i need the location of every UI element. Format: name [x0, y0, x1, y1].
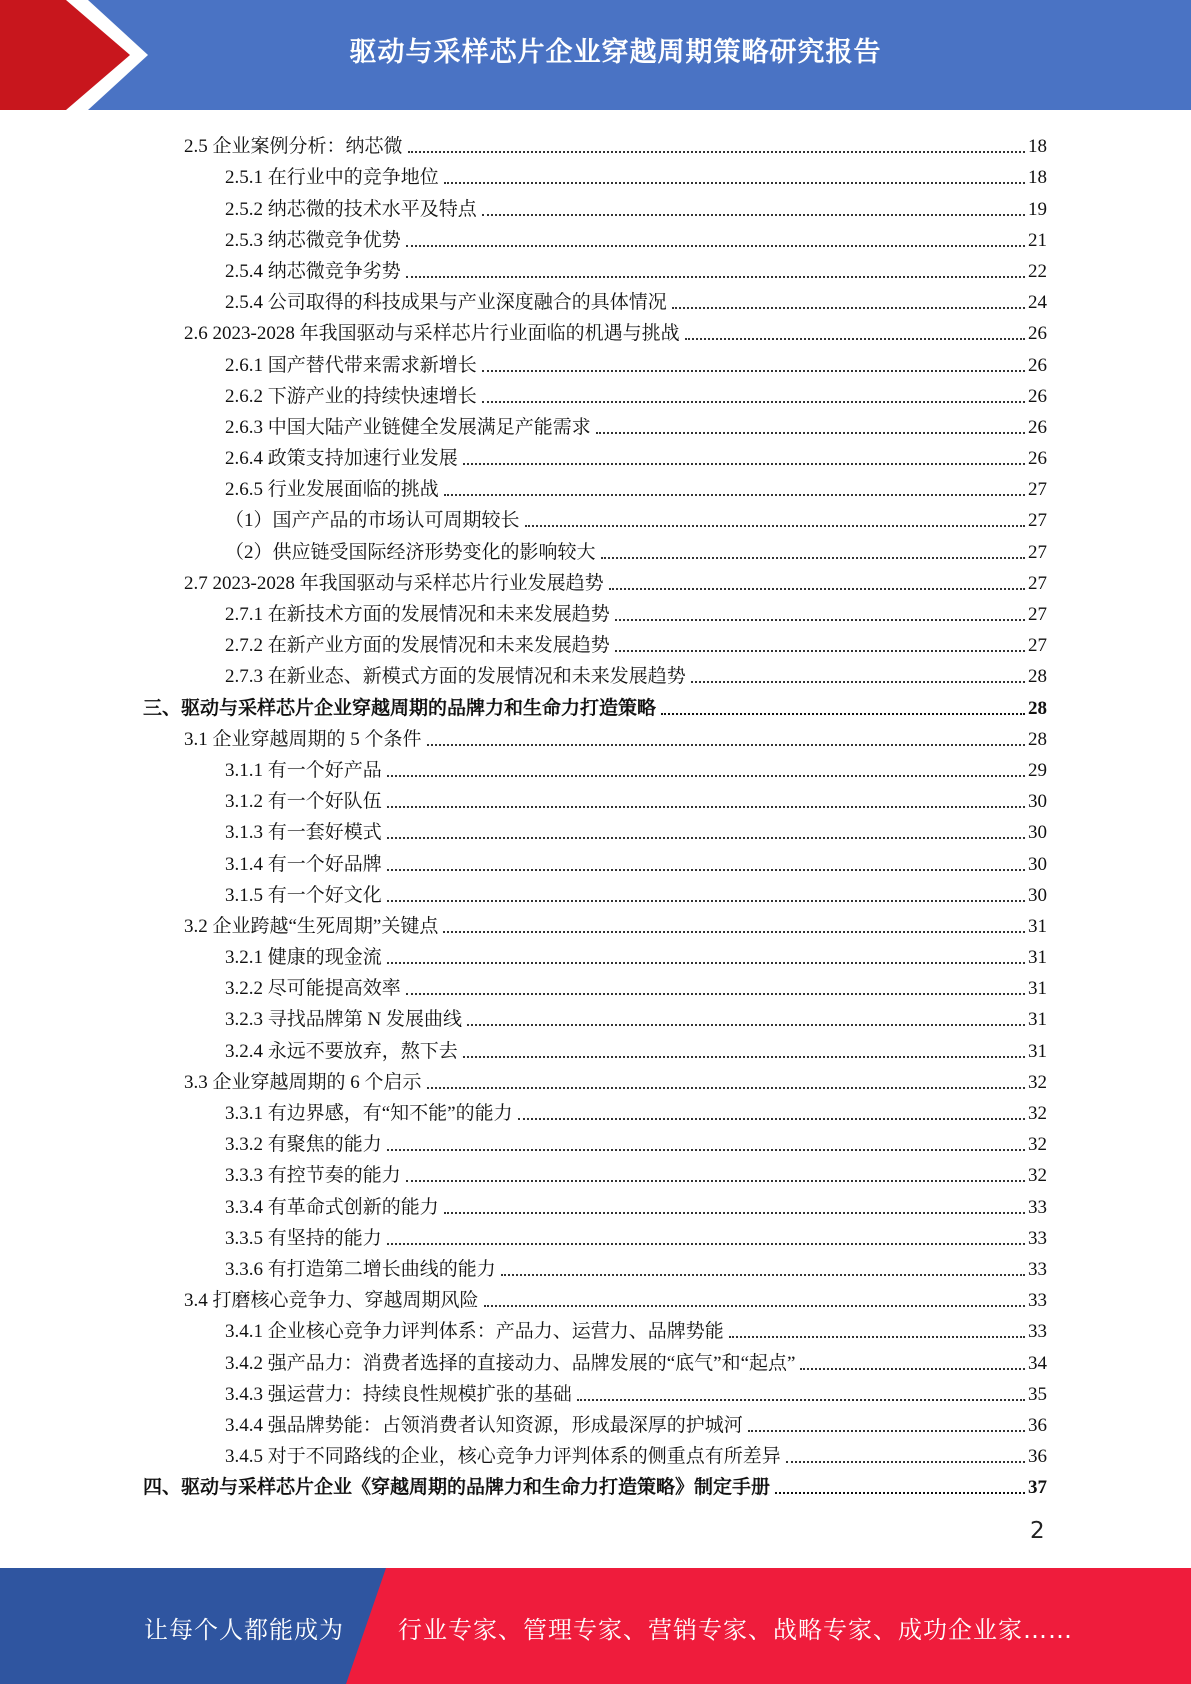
- toc-entry-label: 3.4.1 企业核心竞争力评判体系：产品力、运营力、品牌势能: [225, 1321, 724, 1343]
- toc-entry-page: 36: [1028, 1446, 1047, 1468]
- toc-dot-leader: [609, 588, 1025, 590]
- toc-entry-page: 19: [1028, 198, 1047, 220]
- toc-dot-leader: [406, 993, 1025, 995]
- report-title: 驱动与采样芯片企业穿越周期策略研究报告: [349, 37, 882, 68]
- toc-entry-label: 2.6.1 国产替代带来需求新增长: [225, 354, 477, 376]
- toc-entry-page: 26: [1028, 448, 1047, 470]
- toc-dot-leader: [615, 619, 1025, 621]
- toc-dot-leader: [601, 557, 1025, 559]
- toc-dot-leader: [685, 338, 1025, 340]
- toc-entry[interactable]: [225, 1344, 1047, 1375]
- toc-entry[interactable]: [225, 222, 1047, 253]
- toc-entry-label: 2.6.5 行业发展面临的挑战: [225, 479, 439, 501]
- toc-entry-page: 24: [1028, 292, 1047, 314]
- toc-entry-page: 33: [1028, 1196, 1047, 1218]
- toc-entry[interactable]: [225, 1251, 1047, 1282]
- toc-entry-label: 2.7.1 在新技术方面的发展情况和未来发展趋势: [225, 604, 610, 625]
- toc-dot-leader: [444, 494, 1025, 496]
- toc-entry[interactable]: [225, 814, 1047, 845]
- toc-entry-page: 35: [1028, 1383, 1047, 1405]
- toc-entry[interactable]: [184, 1282, 1047, 1313]
- toc-dot-leader: [482, 401, 1025, 403]
- toc-entry-label: 2.5.4 纳芯微竞争劣势: [225, 260, 401, 282]
- footer-slogan-right: 行业专家、管理专家、营销专家、战略专家、成功企业家……: [398, 1616, 1073, 1644]
- toc-dot-leader: [406, 276, 1025, 278]
- toc-entry[interactable]: [225, 1188, 1047, 1219]
- toc-dot-leader: [518, 1118, 1025, 1120]
- toc-entry-page: 28: [1028, 697, 1047, 719]
- toc-entry-page: 26: [1028, 385, 1047, 407]
- toc-dot-leader: [467, 1024, 1025, 1026]
- toc-entry[interactable]: [225, 1407, 1047, 1438]
- toc-entry-page: 31: [1028, 1040, 1047, 1062]
- toc-entry[interactable]: [184, 908, 1047, 939]
- toc-dot-leader: [387, 900, 1025, 902]
- toc-entry-page: 37: [1028, 1477, 1047, 1499]
- toc-dot-leader: [463, 1056, 1025, 1058]
- toc-entry-page: 29: [1028, 759, 1047, 781]
- toc-dot-leader: [444, 182, 1025, 184]
- toc-dot-leader: [427, 744, 1025, 746]
- toc-entry-label: 2.7.3 在新业态、新模式方面的发展情况和未来发展趋势: [225, 666, 686, 688]
- toc-entry-label: 2.5.4 公司取得的科技成果与产业深度融合的具体情况: [225, 292, 667, 314]
- toc-entry-label: 2.7 2023-2028 年我国驱动与采样芯片行业发展趋势: [184, 572, 604, 594]
- toc-dot-leader: [786, 1461, 1025, 1463]
- toc-entry[interactable]: [225, 877, 1047, 908]
- toc-dot-leader: [748, 1430, 1025, 1432]
- toc-entry-page: 33: [1028, 1321, 1047, 1343]
- toc-entry-label: 2.5.1 在行业中的竞争地位: [225, 167, 439, 189]
- toc-dot-leader: [387, 806, 1025, 808]
- toc-entry-label: 3.1.3 有一套好模式: [225, 822, 382, 844]
- toc-entry-page: 28: [1028, 728, 1047, 750]
- toc-dot-leader: [775, 1492, 1025, 1494]
- toc-entry-label: 3.3 企业穿越周期的 6 个启示: [184, 1071, 422, 1093]
- toc-entry-page: 18: [1028, 136, 1047, 158]
- page-footer: [0, 1568, 1191, 1684]
- page-number: 2: [1030, 1518, 1045, 1544]
- toc-entry-page: 36: [1028, 1414, 1047, 1436]
- toc-chapter-entry[interactable]: [143, 689, 1047, 720]
- toc-entry-page: 22: [1028, 260, 1047, 282]
- toc-entry[interactable]: [225, 440, 1047, 471]
- toc-entry-page: 21: [1028, 229, 1047, 251]
- toc-entry-label: 3.4.2 强产品力：消费者选择的直接动力、品牌发展的“底气”和“起点”: [225, 1352, 796, 1374]
- toc-entry-label: 3.4 打磨核心竞争力、穿越周期风险: [184, 1290, 479, 1312]
- toc-entry-page: 27: [1028, 479, 1047, 501]
- toc-dot-leader: [501, 1274, 1025, 1276]
- toc-entry[interactable]: [225, 159, 1047, 190]
- toc-entry[interactable]: [225, 471, 1047, 502]
- toc-dot-leader: [484, 1305, 1025, 1307]
- toc-entry-label: 3.1 企业穿越周期的 5 个条件: [184, 728, 422, 750]
- toc-entry[interactable]: [225, 1001, 1047, 1032]
- toc-entry-page: 33: [1028, 1227, 1047, 1249]
- toc-entry-label: （1）国产产品的市场认可周期较长: [225, 510, 520, 532]
- toc-entry[interactable]: [225, 1157, 1047, 1188]
- toc-entry[interactable]: [225, 752, 1047, 783]
- toc-dot-leader: [729, 1336, 1025, 1338]
- toc-entry[interactable]: [225, 845, 1047, 876]
- toc-entry-page: 31: [1028, 915, 1047, 937]
- toc-entry-page: 31: [1028, 1009, 1047, 1031]
- toc-entry[interactable]: [225, 1032, 1047, 1063]
- toc-entry-page: 18: [1028, 167, 1047, 189]
- page-header: [0, 0, 1191, 110]
- toc-dot-leader: [463, 463, 1025, 465]
- toc-entry[interactable]: [225, 970, 1047, 1001]
- toc-entry-label: 2.5 企业案例分析：纳芯微: [184, 136, 403, 158]
- toc-entry-label: 3.3.4 有革命式创新的能力: [225, 1196, 439, 1218]
- toc-entry-label: 3.3.1 有边界感，有“知不能”的能力: [225, 1103, 513, 1124]
- toc-dot-leader: [615, 650, 1025, 652]
- toc-entry-label: 2.7.2 在新产业方面的发展情况和未来发展趋势: [225, 635, 610, 657]
- toc-entry-label: 3.3.2 有聚焦的能力: [225, 1134, 382, 1156]
- toc-entry-page: 26: [1028, 323, 1047, 345]
- toc-entry-page: 30: [1028, 884, 1047, 906]
- toc-dot-leader: [406, 245, 1025, 247]
- toc-entry[interactable]: [225, 1126, 1047, 1157]
- toc-entry-label: 3.2 企业跨越“生死周期”关键点: [184, 915, 439, 937]
- toc-entry[interactable]: [184, 565, 1047, 596]
- toc-entry[interactable]: [225, 596, 1047, 627]
- toc-entry-page: 27: [1028, 541, 1047, 563]
- toc-entry[interactable]: [184, 1064, 1047, 1095]
- toc-dot-leader: [444, 1212, 1025, 1214]
- toc-dot-leader: [691, 681, 1025, 683]
- toc-entry[interactable]: [225, 658, 1047, 689]
- toc-entry[interactable]: [225, 1438, 1047, 1469]
- toc-entry-label: 3.1.2 有一个好队伍: [225, 791, 382, 813]
- toc-entry-page: 26: [1028, 416, 1047, 438]
- toc-dot-leader: [577, 1399, 1025, 1401]
- toc-dot-leader: [596, 432, 1025, 434]
- toc-entry[interactable]: [225, 502, 1047, 533]
- toc-entry-page: 32: [1028, 1165, 1047, 1187]
- footer-slogan-left: 让每个人都能成为: [144, 1616, 344, 1644]
- toc-entry-label: 2.6.2 下游产业的持续快速增长: [225, 385, 477, 407]
- toc-entry[interactable]: [225, 190, 1047, 221]
- toc-entry-page: 33: [1028, 1290, 1047, 1312]
- toc-entry[interactable]: [225, 378, 1047, 409]
- toc-entry[interactable]: [225, 284, 1047, 315]
- toc-entry-page: 30: [1028, 822, 1047, 844]
- toc-entry-label: 四、驱动与采样芯片企业《穿越周期的品牌力和生命力打造策略》制定手册: [143, 1477, 771, 1499]
- toc-entry[interactable]: [225, 939, 1047, 970]
- toc-entry-page: 33: [1028, 1258, 1047, 1280]
- toc-entry-page: 27: [1028, 635, 1047, 657]
- toc-dot-leader: [408, 151, 1025, 153]
- toc-entry-page: 30: [1028, 791, 1047, 813]
- toc-dot-leader: [387, 869, 1025, 871]
- toc-entry-page: 32: [1028, 1103, 1047, 1124]
- toc-entry-label: 2.6.3 中国大陆产业链健全发展满足产能需求: [225, 416, 591, 438]
- toc-entry-label: 3.4.3 强运营力：持续良性规模扩张的基础: [225, 1383, 572, 1405]
- toc-dot-leader: [525, 525, 1025, 527]
- toc-entry-page: 31: [1028, 947, 1047, 969]
- toc-entry-label: 3.4.5 对于不同路线的企业，核心竞争力评判体系的侧重点有所差异: [225, 1446, 781, 1468]
- toc-entry-page: 32: [1028, 1071, 1047, 1093]
- toc-entry-page: 27: [1028, 510, 1047, 532]
- toc-entry-label: 3.3.5 有坚持的能力: [225, 1227, 382, 1249]
- toc-entry[interactable]: [184, 128, 1047, 159]
- toc-entry-label: 3.4.4 强品牌势能：占领消费者认知资源，形成最深厚的护城河: [225, 1414, 743, 1436]
- toc-entry[interactable]: [225, 346, 1047, 377]
- toc-entry-page: 28: [1028, 666, 1047, 688]
- toc-entry[interactable]: [225, 1220, 1047, 1251]
- toc-dot-leader: [387, 775, 1025, 777]
- toc-entry-label: 3.1.1 有一个好产品: [225, 759, 382, 781]
- toc-entry-label: 2.5.2 纳芯微的技术水平及特点: [225, 198, 477, 220]
- toc-dot-leader: [387, 962, 1025, 964]
- toc-entry-label: 3.2.4 永远不要放弃，熬下去: [225, 1040, 458, 1062]
- toc-dot-leader: [387, 1243, 1025, 1245]
- toc-entry-label: 3.2.3 寻找品牌第 N 发展曲线: [225, 1009, 462, 1031]
- toc-entry[interactable]: [184, 721, 1047, 752]
- toc-entry-page: 26: [1028, 354, 1047, 376]
- toc-entry-label: 3.2.1 健康的现金流: [225, 947, 382, 969]
- toc-entry-label: 三、驱动与采样芯片企业穿越周期的品牌力和生命力打造策略: [143, 697, 657, 719]
- toc-entry[interactable]: [225, 253, 1047, 284]
- toc-entry[interactable]: [225, 1313, 1047, 1344]
- toc-dot-leader: [387, 837, 1025, 839]
- toc-dot-leader: [406, 1180, 1025, 1182]
- toc-dot-leader: [661, 713, 1025, 715]
- toc-dot-leader: [387, 1149, 1025, 1151]
- toc-dot-leader: [443, 931, 1025, 933]
- toc-dot-leader: [672, 307, 1025, 309]
- toc-dot-leader: [800, 1368, 1025, 1370]
- toc-dot-leader: [482, 370, 1025, 372]
- toc-entry-label: 2.6 2023-2028 年我国驱动与采样芯片行业面临的机遇与挑战: [184, 323, 680, 345]
- toc-entry-label: 3.3.6 有打造第二增长曲线的能力: [225, 1258, 496, 1280]
- toc-dot-leader: [482, 214, 1025, 216]
- toc-entry-page: 27: [1028, 604, 1047, 625]
- toc-entry[interactable]: [225, 783, 1047, 814]
- toc-entry-page: 31: [1028, 978, 1047, 1000]
- toc-entry-label: 2.5.3 纳芯微竞争优势: [225, 229, 401, 251]
- toc-entry-label: （2）供应链受国际经济形势变化的影响较大: [225, 541, 596, 563]
- toc-entry[interactable]: [225, 1095, 1047, 1126]
- table-of-contents: [0, 128, 1191, 1500]
- toc-entry-label: 3.2.2 尽可能提高效率: [225, 978, 401, 1000]
- toc-entry-label: 2.6.4 政策支持加速行业发展: [225, 448, 458, 470]
- toc-entry-page: 27: [1028, 572, 1047, 594]
- toc-dot-leader: [427, 1087, 1025, 1089]
- toc-entry-page: 34: [1028, 1352, 1047, 1374]
- toc-entry[interactable]: [225, 1376, 1047, 1407]
- toc-entry-label: 3.3.3 有控节奏的能力: [225, 1165, 401, 1187]
- toc-entry[interactable]: [225, 533, 1047, 564]
- toc-entry-page: 32: [1028, 1134, 1047, 1156]
- toc-entry-page: 30: [1028, 853, 1047, 875]
- toc-entry[interactable]: [184, 315, 1047, 346]
- toc-entry-label: 3.1.5 有一个好文化: [225, 884, 382, 906]
- toc-entry-label: 3.1.4 有一个好品牌: [225, 853, 382, 875]
- toc-chapter-entry[interactable]: [143, 1469, 1047, 1500]
- toc-entry[interactable]: [225, 409, 1047, 440]
- toc-entry[interactable]: [225, 627, 1047, 658]
